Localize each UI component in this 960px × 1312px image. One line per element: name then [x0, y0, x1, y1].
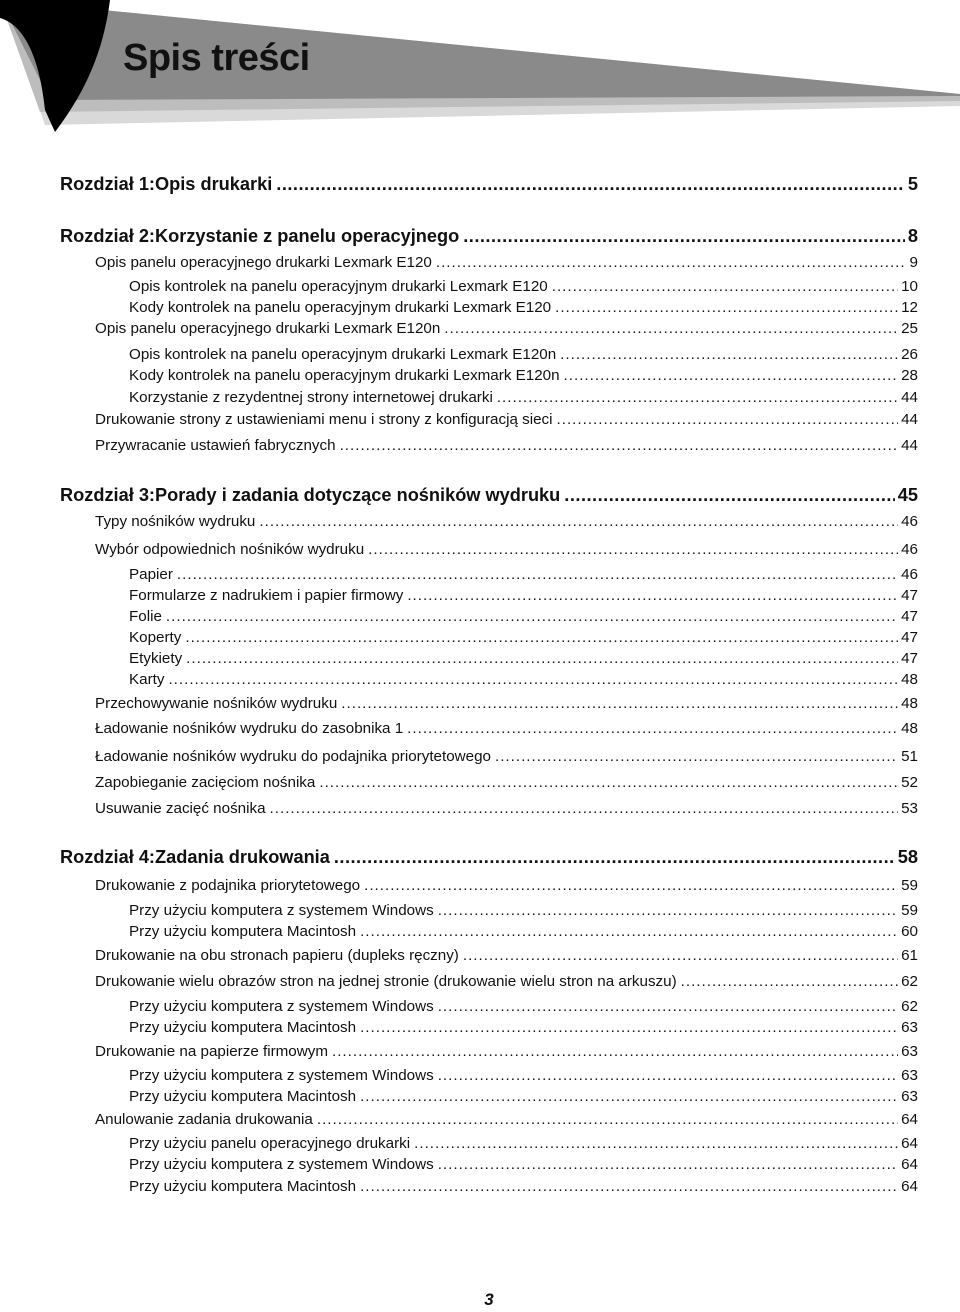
toc-chapter[interactable] [60, 172, 918, 196]
toc-entry[interactable] [129, 277, 918, 297]
toc-entry[interactable] [129, 670, 918, 690]
dot-leader [497, 388, 898, 408]
entry-title: Drukowanie wielu obrazów stron na jednej stronie (drukowanie wielu stron na arkuszu) [95, 973, 677, 990]
dot-leader [438, 1066, 898, 1086]
entry-title: Papier [129, 566, 173, 583]
entry-page-number: 44 [901, 389, 918, 406]
entry-page-number: 26 [901, 346, 918, 363]
entry-page-number: 25 [901, 320, 918, 337]
entry-title: Przy użyciu komputera z systemem Windows [129, 1067, 434, 1084]
dot-leader [438, 1155, 898, 1175]
dot-leader [436, 253, 907, 273]
entry-title: Ładowanie nośników wydruku do podajnika priorytetowego [95, 748, 491, 765]
entry-page-number: 63 [901, 1088, 918, 1105]
toc-entry[interactable] [95, 410, 918, 430]
entry-page-number: 59 [901, 902, 918, 919]
entry-title: Opis panelu operacyjnego drukarki Lexmark E120 [95, 254, 432, 271]
entry-title: Drukowanie na papierze firmowym [95, 1043, 328, 1060]
entry-page-number: 46 [901, 566, 918, 583]
entry-title: Folie [129, 608, 162, 625]
toc-entry[interactable] [95, 773, 918, 793]
toc-entry[interactable] [129, 901, 918, 921]
entry-page-number: 44 [901, 437, 918, 454]
chapter-label: Rozdział 4: [60, 847, 155, 867]
entry-title: Drukowanie na obu stronach papieru (dupleks ręczny) [95, 947, 459, 964]
page-title: Spis treści [123, 37, 310, 79]
dot-leader [270, 799, 899, 819]
entry-page-number: 62 [901, 998, 918, 1015]
dot-leader [168, 670, 898, 690]
chapter-label: Rozdział 3: [60, 485, 155, 505]
toc-entry[interactable] [129, 1177, 918, 1197]
toc-entry[interactable] [129, 649, 918, 669]
entry-title: Przywracanie ustawień fabrycznych [95, 437, 336, 454]
toc-entry[interactable] [95, 253, 918, 273]
chapter-title: Porady i zadania dotyczące nośników wydruku [155, 485, 561, 505]
entry-title: Przy użyciu komputera Macintosh [129, 1178, 357, 1195]
toc-chapter[interactable] [60, 483, 918, 507]
entry-title: Opis kontrolek na panelu operacyjnym drukarki Lexmark E120 [129, 278, 548, 295]
entry-title: Opis panelu operacyjnego drukarki Lexmark E120n [95, 320, 441, 337]
entry-page-number: 63 [901, 1019, 918, 1036]
dot-leader [276, 172, 905, 196]
entry-title: Koperty [129, 629, 182, 646]
entry-page-number: 60 [901, 923, 918, 940]
entry-page-number: 59 [901, 877, 918, 894]
dot-leader [166, 607, 898, 627]
chapter-page-number: 8 [907, 226, 918, 246]
toc-entry[interactable] [95, 876, 918, 896]
chapter-label: Rozdział 1: [60, 174, 155, 194]
entry-title: Przy użyciu panelu operacyjnego drukarki [129, 1135, 411, 1152]
dot-leader [177, 565, 898, 585]
entry-title: Przy użyciu komputera Macintosh [129, 923, 357, 940]
entry-page-number: 9 [909, 254, 918, 271]
toc-entry[interactable] [129, 565, 918, 585]
toc-entry[interactable] [95, 747, 918, 767]
dot-leader [186, 649, 898, 669]
entry-title: Ładowanie nośników wydruku do zasobnika 1 [95, 720, 404, 737]
dot-leader [564, 483, 894, 507]
entry-title: Usuwanie zacięć nośnika [95, 800, 266, 817]
entry-title: Typy nośników wydruku [95, 513, 256, 530]
chapter-label: Rozdział 2: [60, 226, 155, 246]
dot-leader [319, 773, 898, 793]
entry-page-number: 61 [901, 947, 918, 964]
entry-title: Karty [129, 671, 165, 688]
entry-title: Wybór odpowiednich nośników wydruku [95, 541, 365, 558]
dot-leader [552, 277, 898, 297]
toc-entry[interactable] [95, 512, 918, 532]
entry-title: Przy użyciu komputera z systemem Windows [129, 902, 434, 919]
dot-leader [681, 972, 898, 992]
entry-title: Anulowanie zadania drukowania [95, 1111, 313, 1128]
toc-entry[interactable] [129, 1066, 918, 1086]
page-number: 3 [484, 1290, 494, 1309]
entry-title: Korzystanie z rezydentnej strony internetowej drukarki [129, 389, 493, 406]
toc-entry[interactable] [129, 1134, 918, 1154]
toc-entry[interactable] [95, 946, 918, 966]
toc-chapter[interactable] [60, 845, 918, 869]
toc-entry[interactable] [95, 436, 918, 456]
toc-entry[interactable] [95, 719, 918, 739]
entry-page-number: 64 [901, 1156, 918, 1173]
dot-leader [463, 946, 898, 966]
entry-title: Drukowanie z podajnika priorytetowego [95, 877, 361, 894]
entry-page-number: 10 [901, 278, 918, 295]
entry-page-number: 46 [901, 541, 918, 558]
dot-leader [341, 694, 898, 714]
toc-entry[interactable] [129, 366, 918, 386]
dot-leader [317, 1110, 898, 1130]
entry-title: Przy użyciu komputera Macintosh [129, 1088, 357, 1105]
toc-entry[interactable] [129, 628, 918, 648]
entry-page-number: 51 [901, 748, 918, 765]
entry-page-number: 64 [901, 1178, 918, 1195]
toc-chapter[interactable] [60, 224, 918, 248]
entry-page-number: 44 [901, 411, 918, 428]
dot-leader [360, 1018, 898, 1038]
entry-page-number: 63 [901, 1043, 918, 1060]
entry-page-number: 48 [901, 720, 918, 737]
toc-entry[interactable] [129, 1155, 918, 1175]
dot-leader [360, 922, 898, 942]
dot-leader [438, 901, 898, 921]
entry-page-number: 62 [901, 973, 918, 990]
toc-entry[interactable] [129, 586, 918, 606]
entry-page-number: 48 [901, 695, 918, 712]
dot-leader [444, 319, 898, 339]
entry-title: Przy użyciu komputera z systemem Windows [129, 998, 434, 1015]
chapter-page-number: 5 [907, 174, 918, 194]
entry-title: Przy użyciu komputera Macintosh [129, 1019, 357, 1036]
dot-leader [560, 345, 898, 365]
entry-page-number: 47 [901, 650, 918, 667]
entry-title: Formularze z nadrukiem i papier firmowy [129, 587, 404, 604]
dot-leader [364, 876, 898, 896]
entry-title: Opis kontrolek na panelu operacyjnym drukarki Lexmark E120n [129, 346, 557, 363]
entry-title: Przechowywanie nośników wydruku [95, 695, 338, 712]
toc-entry[interactable] [129, 298, 918, 318]
toc-entry[interactable] [129, 997, 918, 1017]
toc-entry[interactable] [129, 1087, 918, 1107]
entry-page-number: 52 [901, 774, 918, 791]
toc-entry[interactable] [95, 799, 918, 819]
chapter-title: Zadania drukowania [155, 847, 330, 867]
dot-leader [564, 366, 899, 386]
entry-title: Drukowanie strony z ustawieniami menu i strony z konfiguracją sieci [95, 411, 553, 428]
toc-entry[interactable] [129, 388, 918, 408]
entry-title: Przy użyciu komputera z systemem Windows [129, 1156, 434, 1173]
entry-page-number: 53 [901, 800, 918, 817]
toc-entry[interactable] [129, 345, 918, 365]
toc-entry[interactable] [95, 540, 918, 560]
toc-entry[interactable] [95, 319, 918, 339]
dot-leader [360, 1087, 898, 1107]
chapter-page-number: 58 [897, 847, 918, 867]
entry-page-number: 64 [901, 1111, 918, 1128]
entry-title: Etykiety [129, 650, 183, 667]
dot-leader [340, 436, 899, 456]
entry-page-number: 12 [901, 299, 918, 316]
chapter-page-number: 45 [897, 485, 918, 505]
dot-leader [555, 298, 898, 318]
entry-page-number: 47 [901, 587, 918, 604]
toc-entry[interactable] [95, 694, 918, 714]
toc-entry[interactable] [95, 972, 918, 992]
toc-entry[interactable] [129, 1018, 918, 1038]
chapter-title: Korzystanie z panelu operacyjnego [155, 226, 460, 246]
toc-entry[interactable] [95, 1110, 918, 1130]
dot-leader [360, 1177, 898, 1197]
entry-page-number: 64 [901, 1135, 918, 1152]
entry-page-number: 28 [901, 367, 918, 384]
entry-page-number: 48 [901, 671, 918, 688]
entry-page-number: 47 [901, 608, 918, 625]
toc-entry[interactable] [95, 1042, 918, 1062]
entry-title: Kody kontrolek na panelu operacyjnym drukarki Lexmark E120 [129, 299, 552, 316]
dot-leader [332, 1042, 898, 1062]
toc-entry[interactable] [129, 607, 918, 627]
toc-entry[interactable] [129, 922, 918, 942]
dot-leader [438, 997, 898, 1017]
dot-leader [407, 586, 898, 606]
dot-leader [368, 540, 898, 560]
entry-page-number: 47 [901, 629, 918, 646]
dot-leader [185, 628, 898, 648]
dot-leader [407, 719, 898, 739]
dot-leader [414, 1134, 898, 1154]
entry-title: Zapobieganie zacięciom nośnika [95, 774, 316, 791]
entry-title: Kody kontrolek na panelu operacyjnym drukarki Lexmark E120n [129, 367, 560, 384]
dot-leader [463, 224, 905, 248]
dot-leader [495, 747, 898, 767]
dot-leader [259, 512, 898, 532]
entry-page-number: 63 [901, 1067, 918, 1084]
dot-leader [334, 845, 895, 869]
chapter-title: Opis drukarki [155, 174, 273, 194]
dot-leader [557, 410, 899, 430]
entry-page-number: 46 [901, 513, 918, 530]
